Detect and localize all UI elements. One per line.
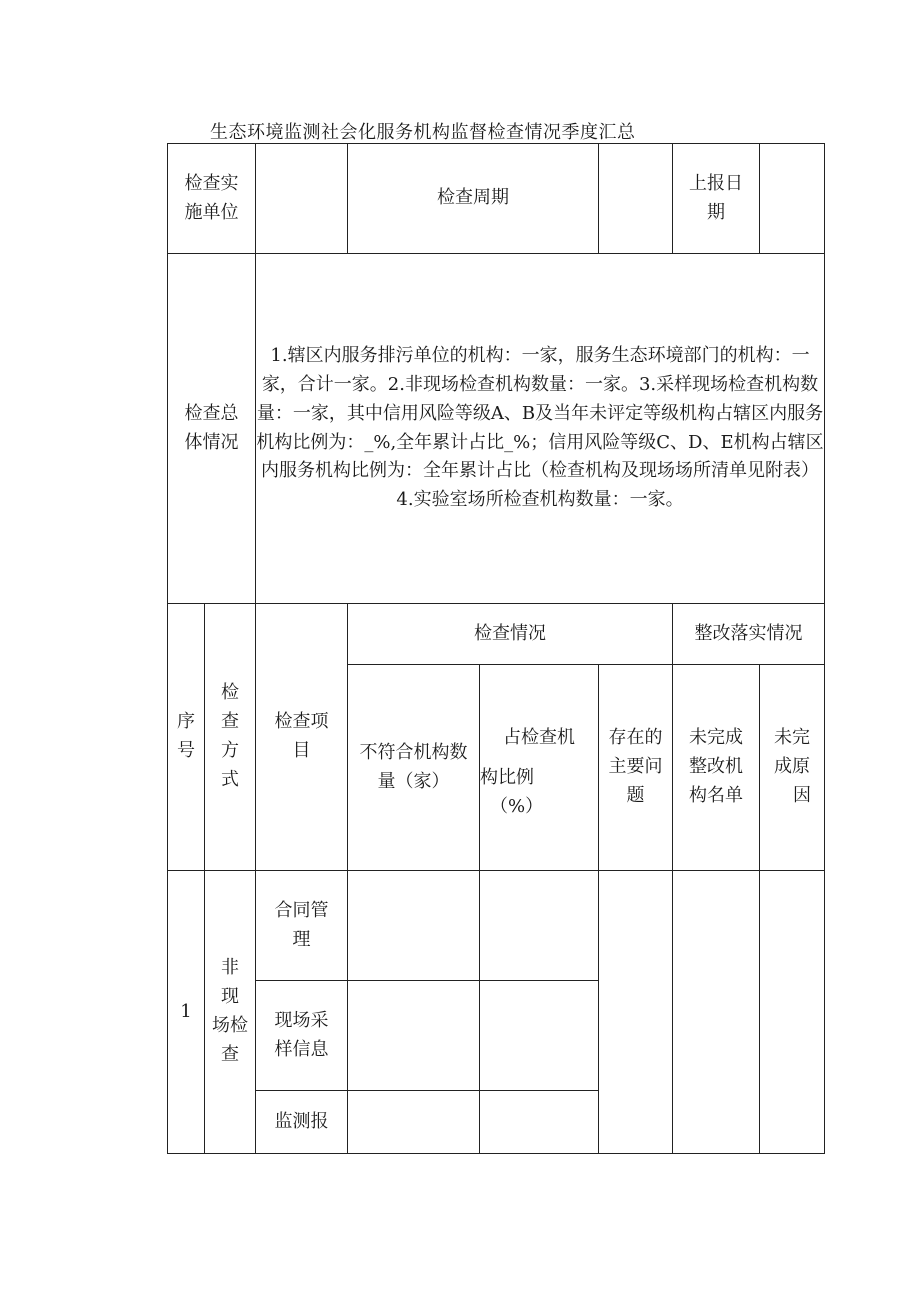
seq-cell: 1	[168, 871, 205, 1154]
inspection-group-header: 检查情况	[348, 604, 673, 665]
item-cell	[256, 981, 348, 1091]
document-title: 生态环境监测社会化服务机构监督检查情况季度汇总	[210, 122, 636, 143]
item-line1: 合同管	[274, 899, 329, 921]
issues-header-line2: 主要问	[608, 756, 663, 778]
column-header-row-1	[168, 604, 825, 665]
item-cell	[256, 871, 348, 981]
item-cell	[256, 1091, 348, 1154]
report-date-label-cell	[673, 144, 760, 254]
issues-header-line3: 题	[626, 784, 645, 806]
period-label-cell: 检查周期	[348, 144, 599, 254]
ratio-header-cell	[480, 665, 599, 871]
unit-label-line1: 检查实	[184, 172, 239, 194]
method-line3: 场检	[212, 1015, 248, 1036]
noncompliant-cell[interactable]	[348, 1091, 480, 1154]
unit-value-cell[interactable]	[256, 144, 348, 254]
method-header-line2: 查	[221, 711, 239, 733]
item-line2: 样信息	[274, 1038, 329, 1060]
unfinished-list-header-line3: 构名单	[689, 784, 743, 806]
item-header-line1: 检查项	[274, 711, 329, 733]
unit-label-cell	[168, 144, 256, 254]
ratio-header-line2: 构比例	[480, 766, 534, 788]
seq-header-line2: 号	[177, 740, 195, 761]
report-date-value-cell[interactable]	[760, 144, 825, 254]
summary-label-cell	[168, 254, 256, 604]
noncompliant-header-line2: 量（家）	[377, 770, 450, 792]
item-line1: 监测报	[274, 1110, 329, 1132]
issues-header-cell	[599, 665, 673, 871]
ratio-cell[interactable]	[480, 871, 599, 981]
item-line1: 现场采	[274, 1009, 329, 1031]
unfinished-list-header-line2: 整改机	[689, 756, 743, 778]
unfinished-list-cell[interactable]	[673, 871, 760, 1154]
item-header-cell	[256, 604, 348, 871]
noncompliant-header-cell	[348, 665, 480, 871]
issues-header-line1: 存在的	[608, 727, 663, 749]
unfinished-reason-header-cell	[760, 665, 825, 871]
summary-label-line2: 体情况	[184, 431, 239, 453]
unfinished-reason-cell[interactable]	[760, 871, 825, 1154]
unfinished-list-header-line1: 未完成	[689, 727, 743, 749]
method-header-line1: 检	[221, 682, 239, 704]
summary-text-cell: 1.辖区内服务排污单位的机构：一家，服务生态环境部门的机构：一家，合计一家。2.非现场检查机构数量：一家。3.采样现场检查机构数量：一家，其中信用风险等级A、B及当年未评定等级机构占辖区内服务机构比例为：_%,全年累计占比_%；信用风险等级C、D、E机构占辖区内服务机构比例为：全年累计占比（检查机构及现场场所清单见附表）4.实验室场所检查机构数量：一家。	[256, 254, 825, 604]
method-line1: 非	[221, 957, 239, 979]
method-header-cell	[205, 604, 256, 871]
summary-label-line1: 检查总	[184, 402, 239, 424]
summary-row	[168, 254, 825, 604]
rectification-group-header: 整改落实情况	[673, 604, 825, 665]
report-date-label-line2: 期	[707, 201, 725, 223]
unfinished-reason-header-line2: 成原	[774, 756, 810, 778]
ratio-cell[interactable]	[480, 1091, 599, 1154]
seq-header-cell	[168, 604, 205, 871]
method-line2: 现	[221, 986, 239, 1008]
ratio-cell[interactable]	[480, 981, 599, 1091]
report-date-label-line1: 上报日	[689, 172, 743, 194]
method-cell	[205, 871, 256, 1154]
method-header-line3: 方	[221, 740, 239, 761]
table-row	[168, 871, 825, 981]
summary-form-table	[167, 143, 825, 1154]
ratio-header-line3: （%）	[490, 795, 544, 817]
seq-header-line1: 序	[177, 711, 195, 733]
noncompliant-cell[interactable]	[348, 871, 480, 981]
unfinished-list-header-cell	[673, 665, 760, 871]
noncompliant-header-line1: 不符合机构数	[359, 741, 468, 763]
issues-cell[interactable]	[599, 871, 673, 1154]
unfinished-reason-header-line1: 未完	[774, 727, 810, 749]
period-value-cell[interactable]	[599, 144, 673, 254]
method-line4: 查	[221, 1043, 239, 1065]
ratio-header-line1: 占检查机	[503, 727, 575, 749]
noncompliant-cell[interactable]	[348, 981, 480, 1091]
unfinished-reason-header-line3: 因	[793, 784, 811, 806]
unit-label-line2: 施单位	[184, 201, 239, 223]
method-header-line4: 式	[221, 768, 239, 790]
item-line2: 理	[292, 928, 311, 950]
header-row	[168, 144, 825, 254]
item-header-line2: 目	[292, 740, 311, 761]
